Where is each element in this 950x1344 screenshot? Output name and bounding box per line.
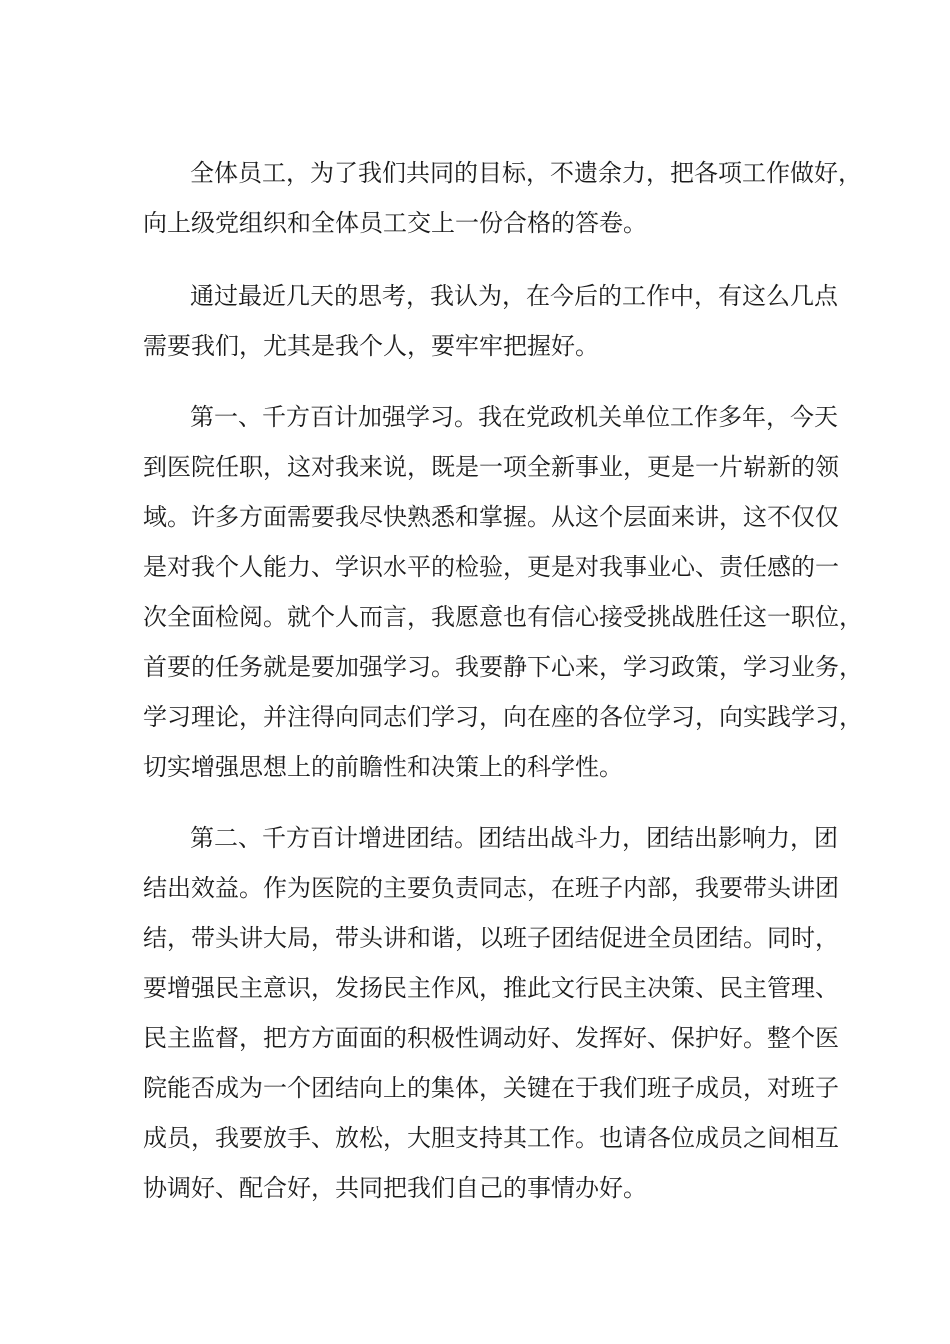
text-line: 院能否成为一个团结向上的集体，关键在于我们班子成员，对班子	[143, 1074, 839, 1102]
text-line: 第一、千方百计加强学习。我在党政机关单位工作多年，今天	[190, 403, 838, 431]
text-line: 通过最近几天的思考，我认为，在今后的工作中，有这么几点	[190, 282, 838, 310]
text-line: 需要我们，尤其是我个人，要牢牢把握好。	[143, 332, 599, 360]
text-line: 成员，我要放手、放松，大胆支持其工作。也请各位成员之间相互	[143, 1124, 839, 1152]
text-line: 要增强民主意识，发扬民主作风，推此文行民主决策、民主管理、	[143, 974, 839, 1002]
text-line: 结出效益。作为医院的主要负责同志，在班子内部，我要带头讲团	[143, 874, 839, 902]
text-line: 首要的任务就是要加强学习。我要静下心来，学习政策，学习业务，	[143, 653, 863, 681]
text-line: 次全面检阅。就个人而言，我愿意也有信心接受挑战胜任这一职位，	[143, 603, 863, 631]
text-line: 结，带头讲大局，带头讲和谐，以班子团结促进全员团结。同时，	[143, 924, 839, 952]
text-line: 向上级党组织和全体员工交上一份合格的答卷。	[143, 209, 647, 237]
text-line: 域。许多方面需要我尽快熟悉和掌握。从这个层面来讲，这不仅仅	[143, 503, 839, 531]
text-line: 是对我个人能力、学识水平的检验，更是对我事业心、责任感的一	[143, 553, 839, 581]
text-line: 协调好、配合好，共同把我们自己的事情办好。	[143, 1174, 647, 1202]
text-line: 第二、千方百计增进团结。团结出战斗力，团结出影响力，团	[190, 824, 838, 852]
text-line: 切实增强思想上的前瞻性和决策上的科学性。	[143, 753, 623, 781]
text-line: 民主监督，把方方面面的积极性调动好、发挥好、保护好。整个医	[143, 1024, 839, 1052]
text-line: 全体员工，为了我们共同的目标，不遗余力，把各项工作做好，	[190, 159, 862, 187]
text-line: 学习理论，并注得向同志们学习，向在座的各位学习，向实践学习，	[143, 703, 863, 731]
text-line: 到医院任职，这对我来说，既是一项全新事业，更是一片崭新的领	[143, 453, 839, 481]
